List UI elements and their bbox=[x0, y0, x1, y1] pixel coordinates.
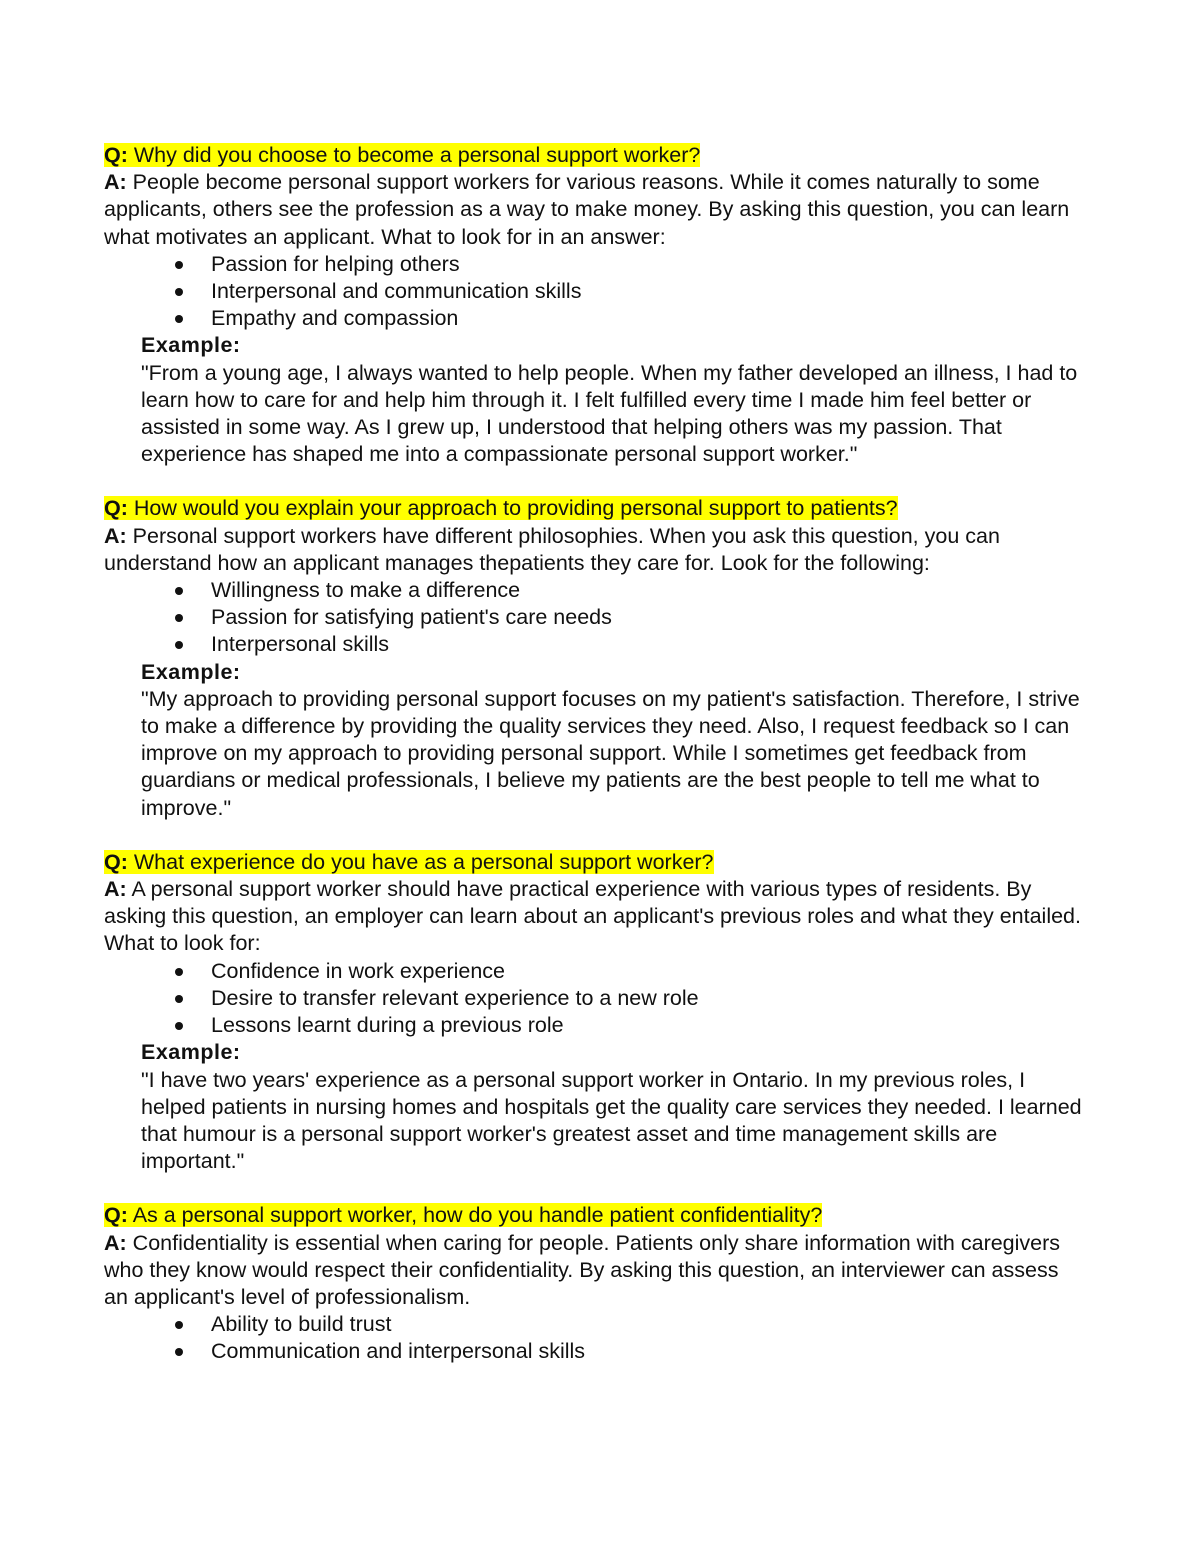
question-line bbox=[104, 495, 1084, 522]
list-item: Passion for satisfying patient's care needs bbox=[211, 604, 1084, 631]
answer-paragraph bbox=[104, 169, 1084, 251]
answer-prefix: A: bbox=[104, 523, 127, 548]
question-prefix: Q: bbox=[104, 849, 128, 874]
question-prefix: Q: bbox=[104, 1203, 128, 1228]
list-item: Willingness to make a difference bbox=[211, 577, 1084, 604]
list-item: Ability to build trust bbox=[211, 1311, 1084, 1338]
qa-section bbox=[104, 1202, 1084, 1365]
example-text: "From a young age, I always wanted to help people. When my father developed an illness, I had to learn how to care for and help him through it. I felt fulfilled every time I made him feel better or assisted in some way. As I grew up, I understood that helping others was my passion. That experience has shaped me into a compassionate personal support worker." bbox=[141, 360, 1078, 467]
document-page bbox=[104, 142, 1084, 1393]
list-item: Interpersonal skills bbox=[211, 631, 1084, 658]
criteria-list bbox=[104, 251, 1084, 333]
example-block bbox=[104, 659, 1084, 822]
answer-prefix: A: bbox=[104, 170, 127, 195]
example-block bbox=[104, 332, 1084, 468]
example-text: "My approach to providing personal support focuses on my patient's satisfaction. Therefore, I strive to make a difference by providing the quality services they need. Also, I request feedback so I can improve on my approach to providing personal support. While I sometimes get feedback from guardians or medical professionals, I believe my patients are the best people to tell me what to improve." bbox=[141, 686, 1080, 820]
question-prefix: Q: bbox=[104, 143, 128, 167]
criteria-list bbox=[104, 958, 1084, 1040]
question-text: As a personal support worker, how do you handle patient confidentiality? bbox=[132, 1203, 823, 1228]
criteria-list bbox=[104, 577, 1084, 659]
list-item: Desire to transfer relevant experience to a new role bbox=[211, 985, 1084, 1012]
example-label: Example: bbox=[141, 333, 241, 358]
list-item: Passion for helping others bbox=[211, 251, 1084, 278]
example-label: Example: bbox=[141, 659, 241, 684]
answer-paragraph bbox=[104, 523, 1084, 577]
question-line bbox=[104, 142, 1084, 169]
answer-text: People become personal support workers for various reasons. While it comes naturally to some applicants, others see the profession as a way to make money. By asking this question, you can learn what motivates an applicant. What to look for in an answer: bbox=[104, 170, 1070, 249]
list-item: Interpersonal and communication skills bbox=[211, 278, 1084, 305]
question-text: Why did you choose to become a personal support worker? bbox=[133, 143, 701, 167]
answer-prefix: A: bbox=[104, 1230, 127, 1255]
list-item: Lessons learnt during a previous role bbox=[211, 1012, 1084, 1039]
answer-prefix: A: bbox=[104, 877, 127, 902]
answer-text: A personal support worker should have practical experience with various types of residents. By asking this question, an employer can learn about an applicant's previous roles and what they entailed. What to look for: bbox=[104, 877, 1081, 956]
question-highlight bbox=[104, 143, 700, 167]
answer-paragraph bbox=[104, 1230, 1084, 1312]
criteria-list bbox=[104, 1311, 1084, 1365]
question-prefix: Q: bbox=[104, 496, 128, 521]
example-text: "I have two years' experience as a personal support worker in Ontario. In my previous roles, I helped patients in nursing homes and hospitals get the quality care services they needed. I learned that humour is a personal support worker's greatest asset and time management skills are important." bbox=[141, 1067, 1082, 1174]
list-item: Communication and interpersonal skills bbox=[211, 1338, 1084, 1365]
question-highlight bbox=[104, 1203, 822, 1227]
answer-text: Confidentiality is essential when caring for people. Patients only share information with caregivers who they know would respect their confidentiality. By asking this question, an interviewer can assess an applicant's level of professionalism. bbox=[104, 1230, 1061, 1309]
answer-paragraph bbox=[104, 876, 1084, 958]
list-item: Confidence in work experience bbox=[211, 958, 1084, 985]
qa-section bbox=[104, 142, 1084, 468]
example-label: Example: bbox=[141, 1040, 241, 1065]
list-item: Empathy and compassion bbox=[211, 305, 1084, 332]
answer-text: Personal support workers have different philosophies. When you ask this question, you can understand how an applicant manages thepatients they care for. Look for the following: bbox=[104, 523, 1000, 575]
qa-section bbox=[104, 495, 1084, 821]
question-line bbox=[104, 849, 1084, 876]
question-text: How would you explain your approach to providing personal support to patients? bbox=[133, 496, 898, 521]
question-highlight bbox=[104, 496, 898, 520]
question-text: What experience do you have as a personal support worker? bbox=[133, 849, 714, 874]
example-block bbox=[104, 1039, 1084, 1175]
question-highlight bbox=[104, 850, 714, 874]
qa-section bbox=[104, 849, 1084, 1175]
question-line bbox=[104, 1202, 1084, 1229]
